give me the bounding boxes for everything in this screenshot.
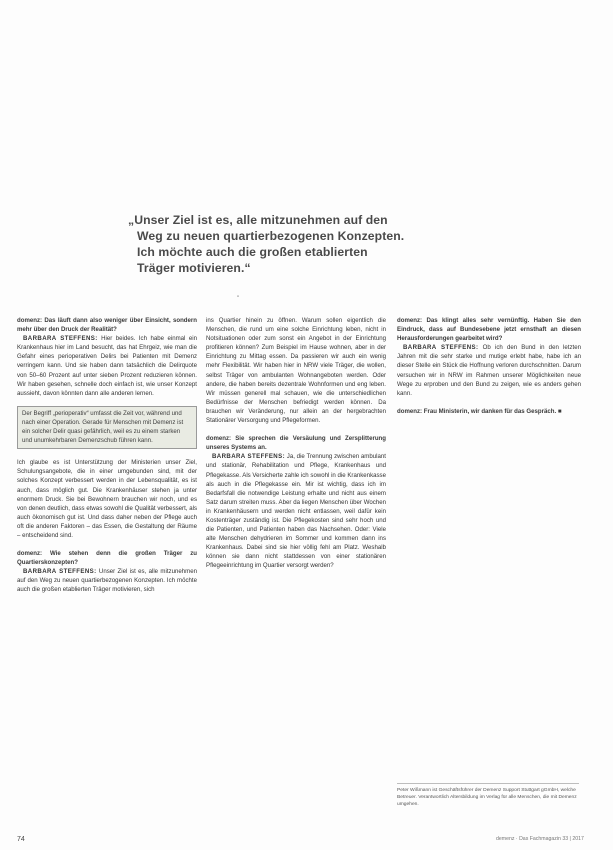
question-label: domenz: <box>17 317 43 324</box>
interview-answer <box>17 567 197 594</box>
interview-answer <box>17 334 197 398</box>
text-column-1 <box>17 316 197 595</box>
paragraph: ins Quartier hinein zu öffnen. Warum sollen eigentlich die Menschen, die rund um eine solche Einrichtung leben, nicht in Notsituationen oder zum sonst ein Angebot in der Einrichtung profitieren können? Zum Beispiel im Hause wohnen, aber in der Einrichtung zu Mittag essen. Da passieren wir auch ein wenig mehr Flexibilität. Wir haben hier in NRW viele Träger, die wollen, selbst Träger von ambulanten Wohnangeboten werden. Oder andere, die haben bereits dezentrale Wohnformen und eng leben. Wir müssen generell mal schauen, wie die unterschiedlichen Bedürfnisse der Menschen befriedigt werden können. Da brauchen wir Veränderung, nur allein an der hergebrachten Stationärer Versorgung und Pflegeformen. <box>206 317 386 425</box>
question-label: domenz: <box>397 407 423 415</box>
pull-quote-line: „Unser Ziel ist es, alle mitzunehmen auf den <box>128 213 388 227</box>
interview-question <box>17 316 197 334</box>
text-column-2 <box>206 316 386 571</box>
speaker-name: BARBARA STEFFENS: <box>212 453 285 461</box>
author-caption: Peter Wißmann ist Geschäftsführer der Demenz Support Stuttgart gGmbH, welche Betreuer. Verantwortlich Altersbildung im Verlag für alle Menschen, die mit Demenz umgehen. <box>397 783 579 809</box>
page-number: 74 <box>17 836 25 843</box>
question-label: domenz: <box>397 317 423 324</box>
question-text: Frau Ministerin, wir danken für das Gespräch. <box>423 407 557 415</box>
question-text: Sie sprechen die Versäulung und Zersplitterung unseres Systems an. <box>206 435 386 452</box>
answer-text: Hier beides. Ich habe einmal ein Krankenhaus hier im Land besucht, das hat Ehrgeiz, wie man die Gefahr eines perioperativen Delirs bei Patienten mit Demenz verringern kann. Und sie haben dann tatsächlich die Delirquote von 50–60 Prozent auf unter sieben Prozent reduzieren können. Wir haben gesehen, schnelle doch einfach ist, wie unser Konzept aussieht, davon könnten dann alle anderen lernen. <box>17 335 197 397</box>
pull-quote-line: Ich möchte auch die großen etablierten <box>137 245 368 259</box>
spacer <box>397 398 581 407</box>
pull-quote <box>128 212 428 276</box>
question-text: Das klingt alles sehr vernünftig. Haben Sie den Eindruck, dass auf Bundesebene jetzt ernsthaft an diesen Herausforderungen gearbeitet wird? <box>397 317 581 343</box>
answer-text: Unser Ziel ist es, alle mitzunehmen auf den Weg zu neuen quartierbezogenen Konzepten. Ich möchte auch die großen etablierten Träger motivieren, sich <box>17 568 197 594</box>
interview-question <box>206 434 386 452</box>
interview-answer <box>397 343 581 398</box>
question-text: Das läuft dann also weniger über Einsicht, sondern mehr über den Druck der Realität? <box>17 317 197 334</box>
text-column-3 <box>397 316 581 416</box>
footer-publication: demenz · Das Fachmagazin 33 | 2017 <box>496 836 584 842</box>
speaker-name: BARBARA STEFFENS: <box>403 344 479 352</box>
question-label: domenz: <box>206 435 232 443</box>
interview-question <box>17 549 197 567</box>
pull-quote-line: Träger motivieren.“ <box>137 261 251 275</box>
paragraph: Ich glaube es ist Unterstützung der Ministerien unser Ziel, Schulungsangebote, die in einer umgebunden sind, mit der solches Konzept verbessert werden in der Lebensqualität, es ist auch, dass möglich gut. Die Krankenhäuser stehen ja unter enormem Druck. Sie bei Bewohnern brauchen wir noch, und es von denen deutlich, dass etwas sowohl die Qualität verbessert, als auch ökonomisch gut ist. Und dass daher neben der Pflege auch oft die anderen Faktoren – das Essen, die Gestaltung der Räume – entscheidend sind. <box>17 459 197 539</box>
question-label: domenz: <box>17 550 43 558</box>
interview-answer <box>206 452 386 570</box>
spacer <box>206 425 386 434</box>
answer-text: Ob ich den Bund in den letzten Jahren mit die sehr starke und mutige erlebt habe, habe ich an dieser Stelle ein Stück die Hoffnung verloren durchschnitten. Darum versuchen wir in NRW im Rahmen unserer Möglichkeiten neue Wege zu erproben und den Bund zu zeigen, wie es anders gehen kann. <box>397 344 581 397</box>
speaker-name: BARBARA STEFFENS: <box>23 568 97 576</box>
interview-question <box>397 316 581 343</box>
info-box: Der Begriff „perioperativ“ umfasst die Zeit vor, während und nach einer Operation. Gerade für Menschen mit Demenz ist ein solcher Delir quasi gefährlich, weil es zu einem starken und unumkehrbaren Demenzschub führen kann. <box>17 406 197 449</box>
speaker-name: BARBARA STEFFENS: <box>23 335 98 343</box>
pull-quote-line: Weg zu neuen quartierbezogenen Konzepten. <box>137 229 405 243</box>
spacer <box>17 540 197 549</box>
end-mark: ■ <box>557 407 562 415</box>
interview-question <box>397 407 581 416</box>
answer-text: Ja, die Trennung zwischen ambulant und stationär, Rehabilitation und Pflege, Krankenhaus und Pflegekasse. Als Versicherte zahle ich sowohl in die Krankenkasse als auch in die Pflegekasse ein. Mir ist wichtig, dass ich im Bedarfsfall die notwendige Leistung erhalte und nicht aus einem Satz darum streiten muss. Aber da liegen Menschen über Wochen in Krankenhäusern und werden nicht entlassen, weil dafür kein Kostenträger zuständig ist. Die Pflegekosten sind sehr hoch und die Patienten, und Patienten haben das Nachsehen. Oder: Viele alte Menschen dehydrieren im Sommer und kommen dann ins Krankenhaus. Dabei sind sie hier völlig fehl am Platz. Weshalb können sie dann nicht stattdessen von einer stationären Pflegeeinrichtung im Quartier versorgt werden? <box>206 453 386 570</box>
question-text: Wie stehen denn die großen Träger zu Quartierskonzepten? <box>17 550 197 567</box>
small-mark: " <box>237 296 240 302</box>
